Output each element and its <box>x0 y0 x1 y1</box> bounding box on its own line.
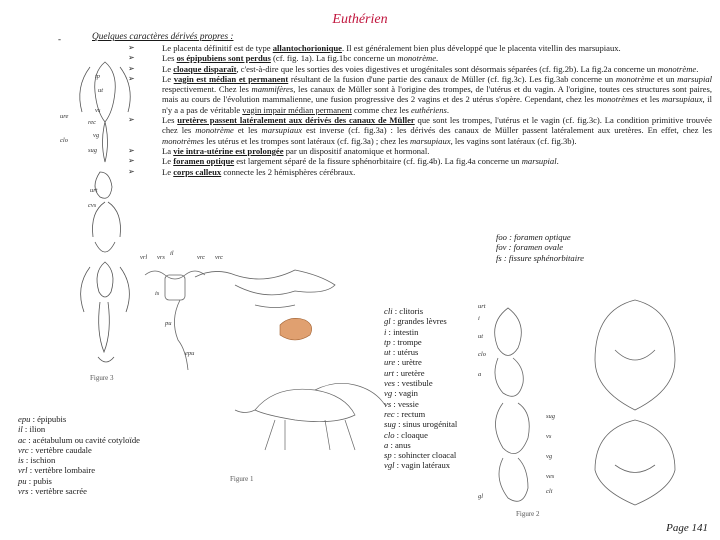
fig2-label: urt <box>478 303 486 310</box>
trait-text: monotrème <box>397 53 437 64</box>
fig2-label: ves <box>546 473 555 480</box>
arrow-bullet-icon: ➢ <box>128 166 135 176</box>
trait-text: Les <box>162 53 177 64</box>
legend-entry: vrc : vertèbre caudale <box>18 444 92 455</box>
fig3-caption: Figure 3 <box>90 374 114 382</box>
legend-entry: vrl : vertèbre lombaire <box>18 465 96 476</box>
figure-1 <box>135 245 395 490</box>
legend-entry: foo : foramen optique <box>496 232 571 242</box>
trait-text: que sont les trompes, l'utérus et le vagin (cf. fig.3c). La condition primitive trouvée chez les <box>162 115 712 136</box>
legend-entry: fov : foramen ovale <box>496 242 564 253</box>
trait-text: comme chez les <box>351 104 412 115</box>
trait-text: . Il est généralement bien plus développé que le placenta vitellin des marsupiaux. <box>341 43 621 53</box>
trait-item <box>120 53 712 63</box>
trait-text: vagin impair médian permanent <box>242 104 352 115</box>
trait-text: les utérus et les trompes sont latéraux (cf. fig.3a) ; chez les <box>204 135 410 146</box>
uro-legend <box>384 306 457 471</box>
trait-text: monotrèmes <box>596 94 639 105</box>
legend-entry: clo : cloaque <box>384 429 428 440</box>
trait-text: cloaque disparaît <box>173 63 237 74</box>
trait-text: est largement séparé de la fissure sphénorbitaire (cf. fig.4b). La fig.4a concerne un <box>234 156 522 167</box>
legend-entry: vs : vessie <box>384 398 419 409</box>
fig3-label: tp <box>95 73 101 80</box>
trait-text: Le <box>162 63 174 74</box>
trait-text: Les <box>162 115 178 126</box>
highlighted-bone <box>280 318 312 340</box>
fig3-label: rec <box>88 119 97 126</box>
trait-text: . <box>446 104 449 115</box>
trait-text: connecte les 2 hémisphères cérébraux. <box>221 166 356 177</box>
figure-2 <box>468 298 568 523</box>
fig3-label: ut <box>98 87 104 94</box>
trait-text: . <box>556 156 559 167</box>
trait-text: (cf. fig. 1a). La fig.1bc concerne un <box>270 53 398 64</box>
fig2-label: vs <box>546 433 552 440</box>
trait-text: résultant de la fusion d'une partie des canaux de Müller (cf. fig.3c). Les fig.3ab concerne un <box>288 73 616 84</box>
page-number: Page 141 <box>666 522 708 534</box>
trait-text: et les <box>233 125 262 136</box>
trait-text: corps calleux <box>173 166 222 177</box>
fig1-label: vrl <box>140 254 148 261</box>
fig2-label: clo <box>478 351 486 358</box>
trait-text: marsupial <box>521 156 557 167</box>
trait-item <box>120 64 712 74</box>
legend-entry: vgl : vagin latéraux <box>384 460 451 471</box>
legend-entry: is : ischion <box>18 455 56 466</box>
fig1-label: is <box>155 290 160 297</box>
fig1-caption: Figure 1 <box>230 475 254 483</box>
trait-text: monotrème <box>195 125 234 136</box>
trait-text: vie intra-utérine est prolongée <box>173 145 284 156</box>
figure-4-skull <box>575 290 715 515</box>
legend-entry: a : anus <box>384 439 411 450</box>
trait-text: par un dispositif anatomique et hormonal. <box>283 145 430 156</box>
legend-entry: vg : vagin <box>384 388 418 399</box>
trait-text: , les canaux de Müller sont à l'origine des trompes, de l'utérus et du vagin. A l'origine, toutes ces structures sont paires, mais au cours de l'évolution mammalienne, une fusion progressive des 2 vagins et des 2 utérus s'opère. Cependant, chez les <box>162 84 712 105</box>
trait-text: Le <box>162 156 174 167</box>
arrow-bullet-icon: ➢ <box>128 43 135 52</box>
legend-entry: sp : sohincter cloacal <box>384 450 457 461</box>
legend-entry: urt : uretère <box>384 367 425 378</box>
trait-text: os épipubiens sont perdus <box>176 53 271 64</box>
legend-entry: gl : grandes lèvres <box>384 316 447 327</box>
trait-item <box>120 156 712 166</box>
trait-text: Le <box>162 166 174 177</box>
fig3-label: sug <box>88 147 98 154</box>
fig2-label: i <box>478 315 480 322</box>
fig1-label: epu <box>185 350 195 357</box>
fig3-label: vg <box>93 132 100 139</box>
trait-text: euthériens <box>411 104 447 115</box>
legend-entry: sug : sinus urogénital <box>384 419 458 430</box>
fig3-label: vs <box>95 107 101 114</box>
trait-text: monotrèmes <box>162 135 205 146</box>
trait-text: vagin est médian et permanent <box>173 73 289 84</box>
trait-list <box>120 43 712 177</box>
legend-entry: ut : utérus <box>384 347 419 358</box>
trait-text: , c'est-à-dire que les sorties des voies digestives et urogénitales sont désormais séparées (cf. fig.2b). La fig.2a concerne un <box>236 63 658 74</box>
trait-text: monotrème <box>615 73 655 84</box>
legend-entry: ure : urètre <box>384 357 422 368</box>
trait-text: , il n'y a a pas de véritable <box>162 94 712 115</box>
trait-item <box>120 146 712 156</box>
arrow-bullet-icon: ➢ <box>128 73 135 83</box>
trait-text: marsupiaux <box>261 125 303 136</box>
fig1-label: il <box>170 250 174 257</box>
trait-text: . <box>696 63 699 74</box>
trait-text: marsupiaux <box>409 135 451 146</box>
trait-text: mammifères <box>251 84 294 95</box>
trait-item <box>120 167 712 177</box>
arrow-bullet-icon: ➢ <box>128 156 135 166</box>
legend-entry: fs : fissure sphénorbitaire <box>496 252 584 263</box>
fig1-label: vrc <box>215 254 224 261</box>
trait-text: La <box>162 145 174 156</box>
fig2-label: vg <box>546 453 553 460</box>
arrow-bullet-icon: ➢ <box>128 145 135 155</box>
bones-legend <box>18 414 140 496</box>
legend-entry: pu : pubis <box>18 475 52 486</box>
trait-text: uretères passent latéralement aux dérivés des canaux de Müller <box>177 115 415 126</box>
legend-entry: cli : clitoris <box>384 306 424 316</box>
legend-entry: ves : vestibule <box>384 378 433 389</box>
page-title: Euthérien <box>332 12 388 27</box>
trait-text: monotrème <box>657 63 697 74</box>
legend-entry: rec : rectum <box>384 408 426 419</box>
arrow-bullet-icon: ➢ <box>128 53 135 63</box>
fig3-label: urt <box>90 187 98 194</box>
legend-entry: epu : épipubis <box>18 414 67 424</box>
legend-entry: ac : acétabulum ou cavité cotyloïde <box>18 434 140 445</box>
skull-legend <box>496 232 584 263</box>
trait-item <box>120 43 712 53</box>
trait-item <box>120 115 712 146</box>
fig2-label: gl <box>478 493 484 500</box>
trait-text: respectivement. Chez les <box>162 84 252 95</box>
trait-text: marsupiaux <box>661 94 703 105</box>
trait-text: est inverse (cf. fig.3a) : les dérivés des canaux de Müller passent latéralement aux uretères. En effet, chez les <box>302 125 712 136</box>
trait-text: et les <box>638 94 662 105</box>
legend-entry: vrs : vertèbre sacrée <box>18 486 87 497</box>
trait-text: foramen optique <box>173 156 235 167</box>
fig3-label: ure <box>60 113 69 120</box>
fig1-label: vrs <box>157 254 165 261</box>
arrow-bullet-icon: ➢ <box>128 63 135 73</box>
fig3-label: cvs <box>88 202 97 209</box>
trait-text: Le <box>162 73 174 84</box>
fig1-label: vrc <box>197 254 206 261</box>
fig3-label: clo <box>60 137 68 144</box>
legend-entry: tp : trompe <box>384 336 422 347</box>
trait-text: Le placenta définitif est de type <box>162 43 273 53</box>
fig2-label: sug <box>546 413 556 420</box>
arrow-bullet-icon: ➢ <box>128 115 135 125</box>
fig2-label: cli <box>546 488 553 495</box>
trait-text: et un <box>654 73 678 84</box>
trait-text: marsupial <box>677 73 713 84</box>
list-bullet: - <box>58 34 61 44</box>
trait-text: allantochorionique <box>272 43 342 53</box>
fig1-label: pu <box>165 320 172 327</box>
trait-text: . <box>436 53 439 64</box>
fig2-label: a <box>478 371 482 378</box>
trait-text: , les vagins sont latéraux (cf. fig.3b). <box>450 135 577 146</box>
fig2-caption: Figure 2 <box>516 510 540 518</box>
fig2-label: ut <box>478 333 484 340</box>
legend-entry: i : intestin <box>384 326 419 337</box>
section-intro: Quelques caractères dérivés propres : <box>92 32 234 42</box>
trait-item <box>120 74 712 115</box>
legend-entry: il : ilion <box>18 424 46 435</box>
